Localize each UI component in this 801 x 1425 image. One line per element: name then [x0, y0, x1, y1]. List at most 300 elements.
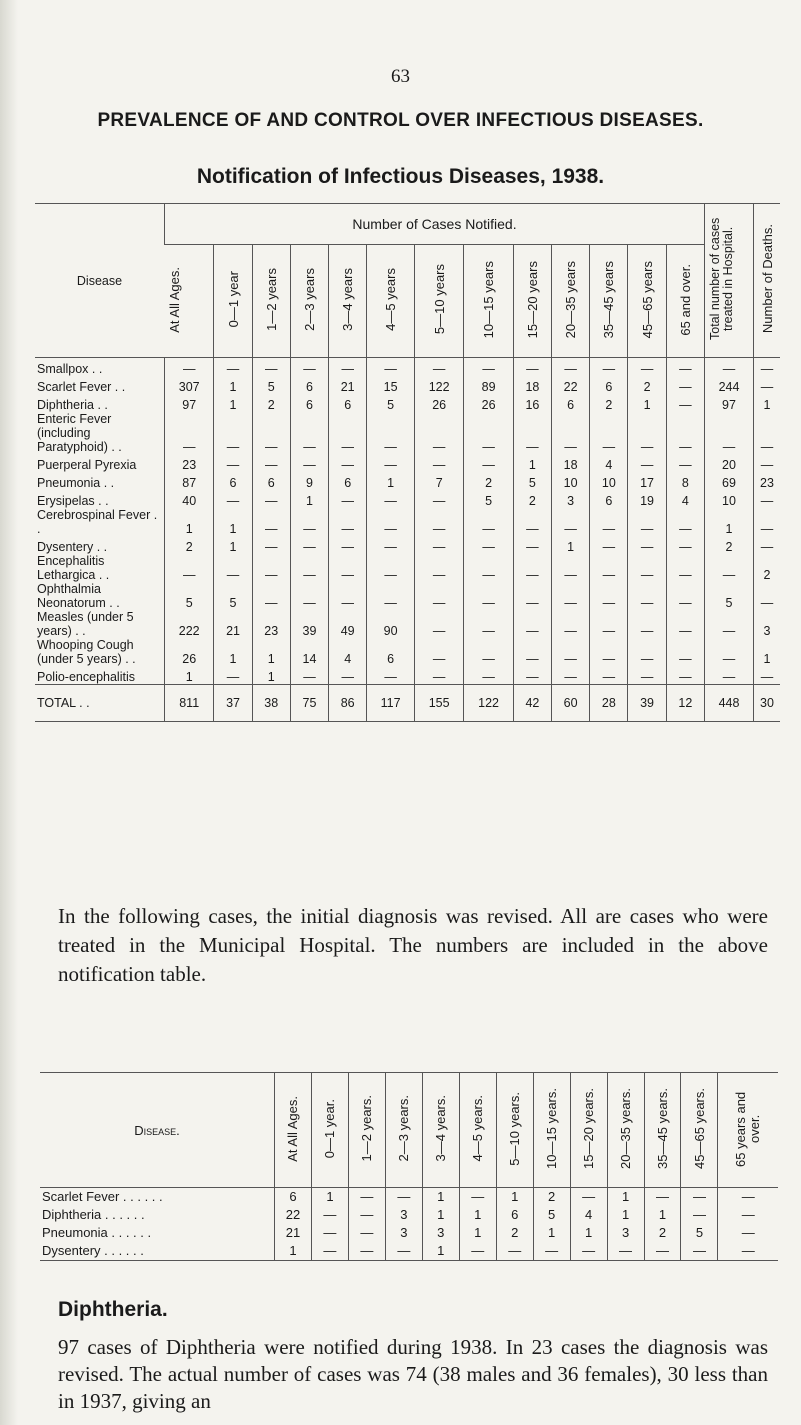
- table-cell: 2: [705, 536, 754, 554]
- table-cell: 1: [459, 1224, 496, 1242]
- table-cell: —: [348, 1242, 385, 1261]
- table-cell: —: [590, 666, 628, 685]
- table-cell: 117: [367, 685, 415, 722]
- table-cell: —: [628, 536, 666, 554]
- table-cell: 2: [644, 1224, 681, 1242]
- table-cell: —: [754, 358, 781, 377]
- table-cell: —: [252, 554, 290, 582]
- table-cell: —: [705, 666, 754, 685]
- table-cell: —: [414, 638, 463, 666]
- disease-column-header: Disease.: [40, 1073, 275, 1188]
- table-cell: 6: [329, 394, 367, 412]
- table-cell: —: [464, 582, 513, 610]
- table-cell: —: [754, 412, 781, 454]
- table-cell: —: [754, 536, 781, 554]
- table-cell: —: [754, 376, 781, 394]
- table-cell: —: [464, 358, 513, 377]
- table-cell: 75: [290, 685, 328, 722]
- table-cell: —: [367, 454, 415, 472]
- table-cell: —: [590, 412, 628, 454]
- table-cell: —: [165, 412, 214, 454]
- table-cell: 10: [705, 490, 754, 508]
- table-cell: 37: [214, 685, 252, 722]
- age-column-header: 3—4 years: [329, 245, 367, 358]
- table-cell: 1: [628, 394, 666, 412]
- table-cell: 2: [754, 554, 781, 582]
- table-row: [40, 1224, 778, 1242]
- table-cell: —: [252, 412, 290, 454]
- table-cell: —: [329, 536, 367, 554]
- table-cell: —: [666, 666, 704, 685]
- table-cell: 1: [214, 536, 252, 554]
- table-cell: —: [513, 554, 551, 582]
- table-cell: —: [590, 582, 628, 610]
- table-cell: —: [590, 610, 628, 638]
- table-cell: 1: [311, 1188, 348, 1207]
- table-cell: —: [552, 554, 590, 582]
- disease-name: Polio-encephalitis: [37, 670, 135, 684]
- table-cell: —: [570, 1242, 607, 1261]
- table-cell: 18: [513, 376, 551, 394]
- table-cell: —: [252, 490, 290, 508]
- age-column-header: At All Ages.: [165, 245, 214, 358]
- table-cell: 69: [705, 472, 754, 490]
- table-cell: 2: [513, 490, 551, 508]
- table-cell: —: [552, 638, 590, 666]
- table-cell: 2: [464, 472, 513, 490]
- table-cell: 23: [754, 472, 781, 490]
- table-cell: —: [666, 638, 704, 666]
- table-cell: 5: [214, 582, 252, 610]
- table-cell: —: [311, 1242, 348, 1261]
- table-cell: 6: [252, 472, 290, 490]
- table-cell: 1: [533, 1224, 570, 1242]
- table-cell: —: [666, 376, 704, 394]
- table-cell: 5: [464, 490, 513, 508]
- age-column-header: 3—4 years.: [422, 1073, 459, 1188]
- table-cell: 244: [705, 376, 754, 394]
- table-cell: —: [329, 554, 367, 582]
- table-cell: —: [552, 508, 590, 536]
- disease-name: Diphtheria . . . . . .: [42, 1207, 145, 1222]
- table-cell: —: [329, 412, 367, 454]
- table-cell: —: [718, 1206, 778, 1224]
- table-cell: 1: [422, 1188, 459, 1207]
- table-cell: 6: [552, 394, 590, 412]
- table-cell: —: [290, 508, 328, 536]
- table-cell: 8: [666, 472, 704, 490]
- table-cell: 2: [165, 536, 214, 554]
- table-cell: —: [754, 490, 781, 508]
- table-cell: —: [681, 1206, 718, 1224]
- age-column-header: 45—65 years: [628, 245, 666, 358]
- table-cell: —: [459, 1242, 496, 1261]
- table-cell: 1: [214, 638, 252, 666]
- table-row: [35, 610, 780, 638]
- table-cell: —: [385, 1242, 422, 1261]
- table-cell: —: [628, 610, 666, 638]
- table-cell: —: [513, 610, 551, 638]
- table-cell: —: [165, 358, 214, 377]
- table-cell: 21: [214, 610, 252, 638]
- table-cell: 7: [414, 472, 463, 490]
- table-cell: —: [414, 508, 463, 536]
- table-cell: 89: [464, 376, 513, 394]
- table-cell: —: [214, 412, 252, 454]
- table-cell: 122: [464, 685, 513, 722]
- table-cell: —: [252, 536, 290, 554]
- table-cell: —: [513, 508, 551, 536]
- table-cell: 10: [590, 472, 628, 490]
- table-cell: 87: [165, 472, 214, 490]
- table-cell: —: [414, 666, 463, 685]
- table-cell: —: [552, 358, 590, 377]
- table-cell: —: [590, 554, 628, 582]
- table-cell: —: [367, 412, 415, 454]
- disease-name: Smallpox . .: [37, 362, 103, 376]
- notification-table: [35, 203, 780, 722]
- table-cell: 6: [590, 376, 628, 394]
- table-cell: 86: [329, 685, 367, 722]
- table-cell: 5: [367, 394, 415, 412]
- table-cell: 97: [165, 394, 214, 412]
- age-column-header: 45—65 years.: [681, 1073, 718, 1188]
- table-cell: —: [329, 582, 367, 610]
- table-cell: —: [464, 666, 513, 685]
- table-row: [35, 536, 780, 554]
- age-column-header: 5—10 years.: [496, 1073, 533, 1188]
- table-row: [35, 412, 780, 454]
- table-cell: 1: [513, 454, 551, 472]
- table-cell: —: [414, 358, 463, 377]
- table-cell: 5: [705, 582, 754, 610]
- table-cell: —: [666, 508, 704, 536]
- table-cell: —: [214, 490, 252, 508]
- table-cell: —: [718, 1188, 778, 1207]
- table-cell: 17: [628, 472, 666, 490]
- table-cell: —: [214, 554, 252, 582]
- deaths-column-header: Number of Deaths.: [754, 204, 781, 358]
- table-cell: —: [464, 554, 513, 582]
- table-cell: —: [666, 394, 704, 412]
- table-cell: 39: [628, 685, 666, 722]
- table-cell: 6: [290, 394, 328, 412]
- page-subtitle: Notification of Infectious Diseases, 1938.: [196, 165, 605, 188]
- table-cell: —: [590, 638, 628, 666]
- table-cell: 1: [422, 1242, 459, 1261]
- table-cell: —: [705, 358, 754, 377]
- table-cell: —: [754, 508, 781, 536]
- age-column-header: 2—3 years.: [385, 1073, 422, 1188]
- page-title: PREVALENCE OF AND CONTROL OVER INFECTIOUS DISEASES.: [97, 110, 704, 131]
- age-column-header: 2—3 years: [290, 245, 328, 358]
- table-cell: —: [705, 610, 754, 638]
- disease-name: Encephalitis Lethargica . .: [37, 554, 110, 582]
- table-row: [35, 358, 780, 377]
- table-cell: —: [644, 1188, 681, 1207]
- table-cell: 21: [275, 1224, 312, 1242]
- table-cell: —: [681, 1188, 718, 1207]
- table-cell: —: [552, 412, 590, 454]
- table-cell: —: [666, 536, 704, 554]
- table-cell: —: [666, 412, 704, 454]
- table-cell: 6: [275, 1188, 312, 1207]
- table-cell: —: [414, 412, 463, 454]
- table-cell: 1: [607, 1188, 644, 1207]
- table-row: [40, 1188, 778, 1207]
- table-cell: 2: [496, 1224, 533, 1242]
- table-cell: —: [367, 536, 415, 554]
- table-cell: 9: [290, 472, 328, 490]
- table-cell: —: [718, 1242, 778, 1261]
- table-cell: 4: [329, 638, 367, 666]
- table-cell: 18: [552, 454, 590, 472]
- table-cell: —: [718, 1224, 778, 1242]
- table-cell: —: [290, 358, 328, 377]
- table-cell: 16: [513, 394, 551, 412]
- table-cell: 811: [165, 685, 214, 722]
- table-cell: —: [348, 1206, 385, 1224]
- age-column-header: 15—20 years: [513, 245, 551, 358]
- age-column-header: 10—15 years.: [533, 1073, 570, 1188]
- table-row: [35, 582, 780, 610]
- table-cell: —: [464, 638, 513, 666]
- table-cell: —: [367, 490, 415, 508]
- table-cell: 40: [165, 490, 214, 508]
- age-column-header: 5—10 years: [414, 245, 463, 358]
- table-cell: —: [311, 1224, 348, 1242]
- table-cell: —: [348, 1188, 385, 1207]
- age-column-header: 4—5 years: [367, 245, 415, 358]
- table-cell: 2: [590, 394, 628, 412]
- table-cell: 10: [552, 472, 590, 490]
- table-cell: —: [385, 1188, 422, 1207]
- table-cell: —: [464, 536, 513, 554]
- table-cell: —: [165, 554, 214, 582]
- age-column-header: 0—1 year.: [311, 1073, 348, 1188]
- table-cell: —: [214, 454, 252, 472]
- table-cell: 1: [367, 472, 415, 490]
- table-cell: 6: [496, 1206, 533, 1224]
- table-cell: —: [513, 536, 551, 554]
- table-cell: —: [252, 454, 290, 472]
- revision-paragraph: In the following cases, the initial diagnosis was revised. All are cases who were treated in the Municipal Hospital. The numbers are included in the above notification table.: [58, 904, 768, 986]
- table-cell: —: [666, 554, 704, 582]
- table-cell: 2: [252, 394, 290, 412]
- table-cell: —: [252, 358, 290, 377]
- table-cell: 222: [165, 610, 214, 638]
- table-cell: —: [464, 508, 513, 536]
- table-cell: 39: [290, 610, 328, 638]
- diphtheria-paragraph: 97 cases of Diphtheria were notified during 1938. In 23 cases the diagnosis was revised. The actual number of cases was 74 (38 males and 36 females), 30 less than in 1937, giving an: [58, 1335, 768, 1413]
- table-cell: 6: [367, 638, 415, 666]
- table-cell: 23: [252, 610, 290, 638]
- table-cell: —: [666, 454, 704, 472]
- table-cell: 1: [214, 508, 252, 536]
- table-row: [35, 376, 780, 394]
- table-cell: —: [414, 454, 463, 472]
- table-cell: —: [666, 582, 704, 610]
- age-column-header: 20—35 years.: [607, 1073, 644, 1188]
- table-cell: —: [367, 554, 415, 582]
- disease-name: Pneumonia . .: [37, 476, 115, 490]
- table-cell: —: [754, 666, 781, 685]
- table-cell: 1: [422, 1206, 459, 1224]
- table-row: [35, 685, 780, 722]
- table-cell: 14: [290, 638, 328, 666]
- table-cell: 1: [754, 394, 781, 412]
- table-cell: —: [628, 412, 666, 454]
- table-cell: 30: [754, 685, 781, 722]
- table-cell: —: [628, 666, 666, 685]
- table-cell: —: [459, 1188, 496, 1207]
- table-row: [40, 1242, 778, 1261]
- table-cell: 4: [570, 1206, 607, 1224]
- table-cell: 2: [533, 1188, 570, 1207]
- table-cell: 3: [385, 1206, 422, 1224]
- table-cell: —: [252, 582, 290, 610]
- table-cell: 1: [705, 508, 754, 536]
- table-cell: —: [367, 358, 415, 377]
- table-cell: 1: [552, 536, 590, 554]
- table-cell: —: [290, 412, 328, 454]
- table-cell: 6: [329, 472, 367, 490]
- table-cell: —: [513, 358, 551, 377]
- age-column-header: 35—45 years.: [644, 1073, 681, 1188]
- table-cell: 4: [590, 454, 628, 472]
- age-column-header: 10—15 years: [464, 245, 513, 358]
- age-column-header: 15—20 years.: [570, 1073, 607, 1188]
- table-cell: 26: [414, 394, 463, 412]
- table-cell: —: [367, 582, 415, 610]
- table-row: [35, 490, 780, 508]
- revised-diagnosis-table: [40, 1072, 778, 1261]
- age-column-header: 65 and over.: [666, 245, 704, 358]
- table-cell: 19: [628, 490, 666, 508]
- table-cell: —: [252, 508, 290, 536]
- table-cell: —: [414, 536, 463, 554]
- table-cell: 5: [513, 472, 551, 490]
- table-cell: 6: [590, 490, 628, 508]
- table-cell: 90: [367, 610, 415, 638]
- table-cell: —: [496, 1242, 533, 1261]
- table-cell: 21: [329, 376, 367, 394]
- table-cell: —: [628, 454, 666, 472]
- table-cell: 15: [367, 376, 415, 394]
- table-cell: —: [464, 454, 513, 472]
- table-cell: —: [329, 358, 367, 377]
- table-cell: —: [414, 582, 463, 610]
- table-cell: 1: [165, 508, 214, 536]
- table-cell: —: [464, 412, 513, 454]
- table-cell: —: [367, 666, 415, 685]
- table-cell: 26: [464, 394, 513, 412]
- table-cell: 1: [165, 666, 214, 685]
- table-cell: —: [644, 1242, 681, 1261]
- disease-name: Whooping Cough (under 5 years) . .: [37, 638, 136, 666]
- disease-name: TOTAL . .: [35, 685, 165, 722]
- table-cell: —: [705, 554, 754, 582]
- table-row: [35, 666, 780, 685]
- disease-name: Scarlet Fever . . . . . .: [42, 1189, 163, 1204]
- section-heading: Diphtheria.: [58, 1298, 168, 1321]
- table-cell: 6: [214, 472, 252, 490]
- table-cell: —: [533, 1242, 570, 1261]
- table-cell: 3: [607, 1224, 644, 1242]
- table-cell: 1: [644, 1206, 681, 1224]
- table-row: [35, 394, 780, 412]
- table-cell: 155: [414, 685, 463, 722]
- table-cell: 1: [252, 638, 290, 666]
- disease-name: Dysentery . . . . . .: [40, 1242, 275, 1261]
- table-cell: —: [329, 490, 367, 508]
- table-cell: 42: [513, 685, 551, 722]
- table-cell: —: [705, 638, 754, 666]
- table-cell: —: [414, 610, 463, 638]
- table-cell: 1: [459, 1206, 496, 1224]
- disease-name: Erysipelas . .: [37, 494, 109, 508]
- age-column-header: 1—2 years: [252, 245, 290, 358]
- table-cell: 1: [252, 666, 290, 685]
- table-row: [35, 638, 780, 666]
- table-row: [35, 454, 780, 472]
- table-cell: 1: [496, 1188, 533, 1207]
- table-cell: —: [666, 358, 704, 377]
- table-cell: 22: [552, 376, 590, 394]
- age-column-header: 0—1 year: [214, 245, 252, 358]
- table-cell: —: [590, 536, 628, 554]
- table-cell: 448: [705, 685, 754, 722]
- table-cell: —: [513, 412, 551, 454]
- disease-name: Scarlet Fever . .: [37, 380, 126, 394]
- table-cell: 5: [252, 376, 290, 394]
- age-column-header: 1—2 years.: [348, 1073, 385, 1188]
- table-cell: —: [414, 490, 463, 508]
- table-cell: 6: [290, 376, 328, 394]
- table-cell: —: [290, 454, 328, 472]
- table-cell: —: [329, 508, 367, 536]
- table-cell: 2: [628, 376, 666, 394]
- table-cell: —: [290, 554, 328, 582]
- age-column-header: 35—45 years: [590, 245, 628, 358]
- disease-name: Ophthalmia Neonatorum . .: [37, 582, 120, 610]
- table-row: [35, 554, 780, 582]
- table-cell: 3: [552, 490, 590, 508]
- age-column-header: 20—35 years: [552, 245, 590, 358]
- table-cell: 3: [385, 1224, 422, 1242]
- table-cell: —: [590, 358, 628, 377]
- disease-name: Pneumonia . . . . . .: [42, 1225, 152, 1240]
- table-cell: 122: [414, 376, 463, 394]
- table-cell: 5: [681, 1224, 718, 1242]
- table-cell: —: [513, 638, 551, 666]
- table-cell: —: [464, 610, 513, 638]
- table-cell: 26: [165, 638, 214, 666]
- table-cell: —: [628, 358, 666, 377]
- age-column-header: At All Ages.: [275, 1073, 312, 1188]
- disease-name: Cerebrospinal Fever . .: [37, 508, 158, 536]
- table-cell: —: [290, 582, 328, 610]
- table-cell: 22: [275, 1206, 312, 1224]
- table-cell: —: [590, 508, 628, 536]
- disease-column-header: Disease: [35, 204, 165, 358]
- table-cell: —: [628, 554, 666, 582]
- table-cell: 1: [754, 638, 781, 666]
- table-cell: —: [552, 666, 590, 685]
- table-cell: 3: [754, 610, 781, 638]
- table-cell: 5: [533, 1206, 570, 1224]
- table-cell: 1: [570, 1224, 607, 1242]
